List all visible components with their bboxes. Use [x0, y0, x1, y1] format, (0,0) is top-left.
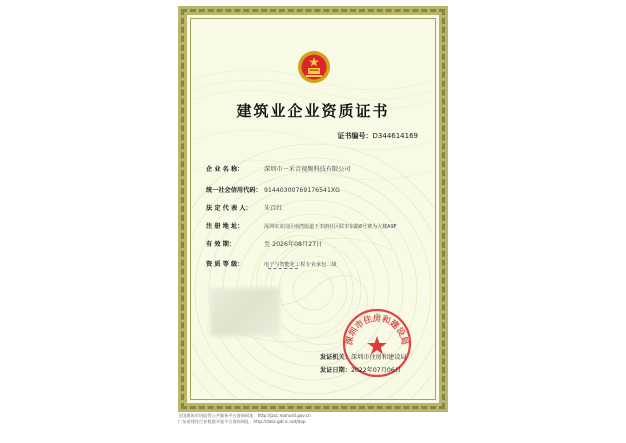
field-company-name — [206, 164, 441, 173]
field-value: 深圳市龙岗区南湾街道下李朗社区联李东路8号赛为大楼A9F — [264, 224, 397, 230]
certificate-number-label: 证书编号： — [337, 132, 373, 140]
seal-text: 深圳市住房和建设局 — [344, 314, 410, 346]
issue-date-label: 发证日期： — [320, 367, 351, 374]
dotted-divider — [268, 268, 298, 269]
issuing-authority — [320, 352, 407, 361]
field-value: 至 2026年08月27日 — [264, 241, 323, 248]
field-label: 有 效 期： — [206, 241, 236, 248]
field-label: 法 定 代 表 人： — [206, 205, 252, 212]
certificate-title: 建筑业企业资质证书 — [236, 102, 390, 120]
field-validity — [206, 239, 441, 248]
field-label: 资 质 等 级： — [206, 261, 244, 268]
field-value: 朱百红 — [264, 205, 283, 212]
verification-footer — [178, 413, 311, 425]
field-label: 企 业 名 称： — [206, 166, 244, 173]
issue-date — [320, 365, 401, 374]
field-legal-representative — [206, 203, 441, 212]
field-qualification-level — [206, 259, 441, 268]
footer-line-2: 广东省建设行业数据开放平台查询网址：http://data.gdcic.net/dop — [178, 419, 306, 424]
certificate-document — [178, 6, 448, 412]
field-value: 91440300769176541XG — [264, 187, 340, 194]
field-registered-address — [206, 221, 441, 230]
field-label: 注 册 地 址： — [206, 223, 244, 230]
field-value: 电子与智能化工程专业承包二级 — [264, 262, 337, 268]
issue-date-value: 2022年07月06日 — [350, 367, 401, 374]
footer-line-1: 全国建筑市场监管公共服务平台查询网址：http://jzsc.mohurd.gov.cn — [178, 413, 311, 418]
certificate-number-value: D344614169 — [372, 132, 418, 140]
issuer-label: 发证机关： — [320, 354, 351, 361]
certificate-number — [338, 131, 418, 141]
field-label: 统一社会信用代码： — [206, 187, 262, 194]
issuer-value: 深圳市住房和建设局 — [350, 354, 407, 361]
national-emblem-icon — [297, 50, 331, 84]
field-credit-code — [206, 185, 441, 194]
field-value: 深圳市一禾音视频科技有限公司 — [264, 166, 351, 173]
blurred-area — [210, 288, 280, 336]
